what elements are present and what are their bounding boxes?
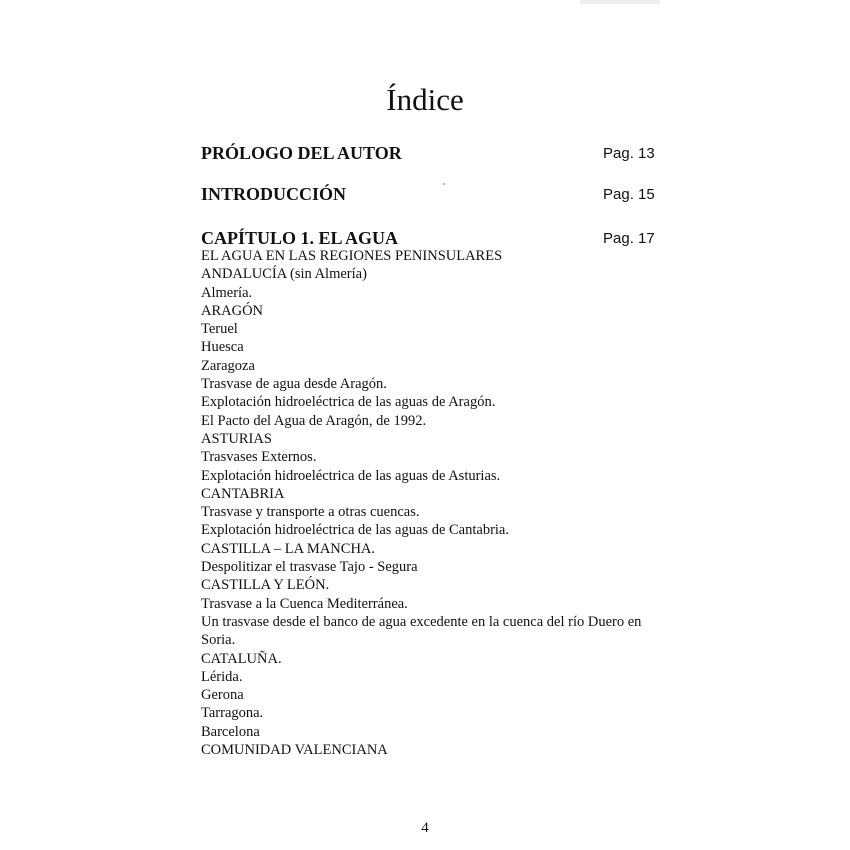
list-item: Gerona (201, 687, 244, 704)
list-item: Tarragona. (201, 705, 264, 722)
scan-edge-shade (580, 0, 660, 4)
list-item: Explotación hidroeléctrica de las aguas de Asturias. (201, 467, 501, 484)
page-ref-introduccion: Pag. 15 (603, 186, 655, 203)
list-item: Zaragoza (201, 357, 255, 374)
list-item: El Pacto del Agua de Aragón, de 1992. (201, 412, 427, 429)
page-ref-capitulo-1: Pag. 17 (603, 230, 655, 247)
list-item: Trasvase y transporte a otras cuencas. (201, 504, 420, 521)
list-item: Lérida. (201, 668, 243, 685)
list-item: CANTABRIA (201, 485, 285, 502)
page-ref-prologo: Pag. 13 (603, 145, 655, 162)
heading-prologo: PRÓLOGO DEL AUTOR (201, 143, 402, 163)
list-item: Trasvase de agua desde Aragón. (201, 376, 387, 393)
page-number: 4 (421, 820, 429, 836)
scan-speck (443, 183, 445, 185)
heading-capitulo-1: CAPÍTULO 1. EL AGUA (201, 228, 399, 248)
list-item: Barcelona (201, 723, 260, 740)
chapter-1-entries (201, 247, 671, 759)
list-item: EL AGUA EN LAS REGIONES PENINSULARES (201, 248, 503, 264)
list-item: Huesca (201, 339, 244, 356)
list-item: ASTURIAS (201, 430, 272, 447)
list-item: Trasvases Externos. (201, 449, 317, 466)
heading-introduccion: INTRODUCCIÓN (201, 184, 347, 204)
page-title: Índice (386, 82, 464, 117)
list-item: Trasvase a la Cuenca Mediterránea. (201, 595, 408, 612)
list-item: COMUNIDAD VALENCIANA (201, 742, 388, 759)
list-item: CASTILLA – LA MANCHA. (201, 540, 376, 557)
list-item: ARAGÓN (201, 302, 264, 319)
list-item: Explotación hidroeléctrica de las aguas de Aragón. (201, 394, 496, 411)
list-item: Un trasvase desde el banco de agua excedente en la cuenca del río Duero en Soria. (201, 613, 642, 649)
list-item: Explotación hidroeléctrica de las aguas de Cantabria. (201, 522, 509, 539)
list-item: ANDALUCÍA (sin Almería) (201, 266, 367, 283)
list-item: Almería. (201, 284, 253, 301)
list-item: CASTILLA Y LEÓN. (201, 577, 330, 594)
list-item: CATALUÑA. (201, 650, 282, 667)
list-item: Teruel (201, 321, 238, 338)
list-item: Despolitizar el trasvase Tajo - Segura (201, 559, 418, 576)
